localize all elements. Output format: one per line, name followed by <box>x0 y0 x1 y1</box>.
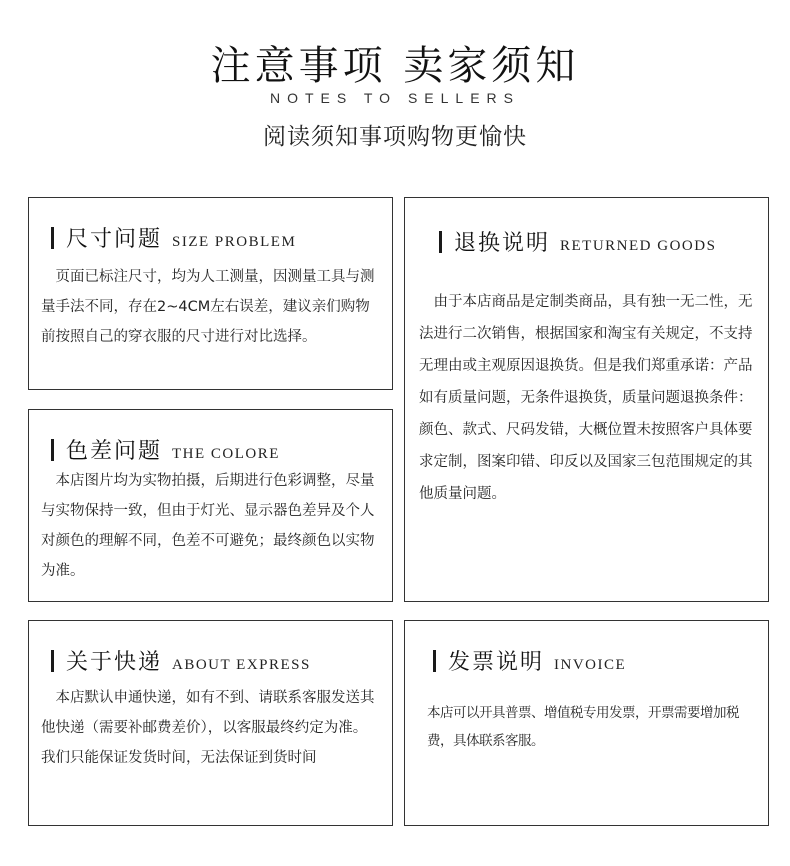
section-text: 本店可以开具普票、增值税专用发票，开票需要增加税费，具体联系客服。 <box>427 705 739 749</box>
section-title-cn: 尺寸问题 <box>66 227 163 252</box>
section-title-en: INVOICE <box>554 657 627 673</box>
page-subtitle-english: NOTES TO SELLERS <box>270 90 520 106</box>
heading-bar <box>51 439 54 461</box>
section-text: 页面已标注尺寸，均为人工测量，因测量工具与测量手法不同，存在2~4CM左右误差，建议亲们购物前按照自己的穿衣服的尺寸进行对比选择。 <box>41 269 375 345</box>
section-text: 本店图片均为实物拍摄，后期进行色彩调整，尽量与实物保持一致，但由于灯光、显示器色差异及个人对颜色的理解不同，色差不可避免；最终颜色以实物为准。 <box>41 473 375 579</box>
heading-bar <box>439 231 442 253</box>
section-title-en: RETURNED GOODS <box>560 238 717 254</box>
section-heading <box>439 226 716 257</box>
about-express-section <box>28 620 393 826</box>
section-title-cn: 退换说明 <box>454 231 551 256</box>
section-title-cn: 关于快递 <box>66 650 163 675</box>
page-subtitle-chinese: 阅读须知事项购物更愉快 <box>263 124 527 150</box>
section-heading <box>51 645 311 676</box>
section-title-en: THE COLORE <box>172 446 280 462</box>
section-text: 本店默认申通快递，如有不到、请联系客服发送其他快递（需要补邮费差价），以客服最终约定为准。我们只能保证发货时间，无法保证到货时间 <box>41 690 375 766</box>
returned-goods-section <box>404 197 769 602</box>
heading-bar <box>51 227 54 249</box>
section-heading <box>51 434 280 465</box>
section-text: 由于本店商品是定制类商品，具有独一无二性，无法进行二次销售，根据国家和淘宝有关规定，不支持无理由或主观原因退换货。但是我们郑重承诺：产品如有质量问题，无条件退换货，质量问题退换条件：颜色、款式、尺码发错，大概位置未按照客户具体要求定制，图案印错、印反以及国家三包范围规定的其他质量问题。 <box>419 294 753 502</box>
heading-bar <box>433 650 436 672</box>
heading-bar <box>51 650 54 672</box>
page-title: 注意事项 卖家须知 <box>210 43 580 89</box>
section-heading <box>51 222 296 253</box>
section-heading <box>433 645 626 676</box>
invoice-section <box>404 620 769 826</box>
size-problem-section <box>28 197 393 390</box>
section-title-cn: 发票说明 <box>448 650 545 675</box>
color-difference-section <box>28 409 393 602</box>
section-title-en: SIZE PROBLEM <box>172 234 297 250</box>
section-title-en: ABOUT EXPRESS <box>172 657 311 673</box>
section-title-cn: 色差问题 <box>66 439 163 464</box>
